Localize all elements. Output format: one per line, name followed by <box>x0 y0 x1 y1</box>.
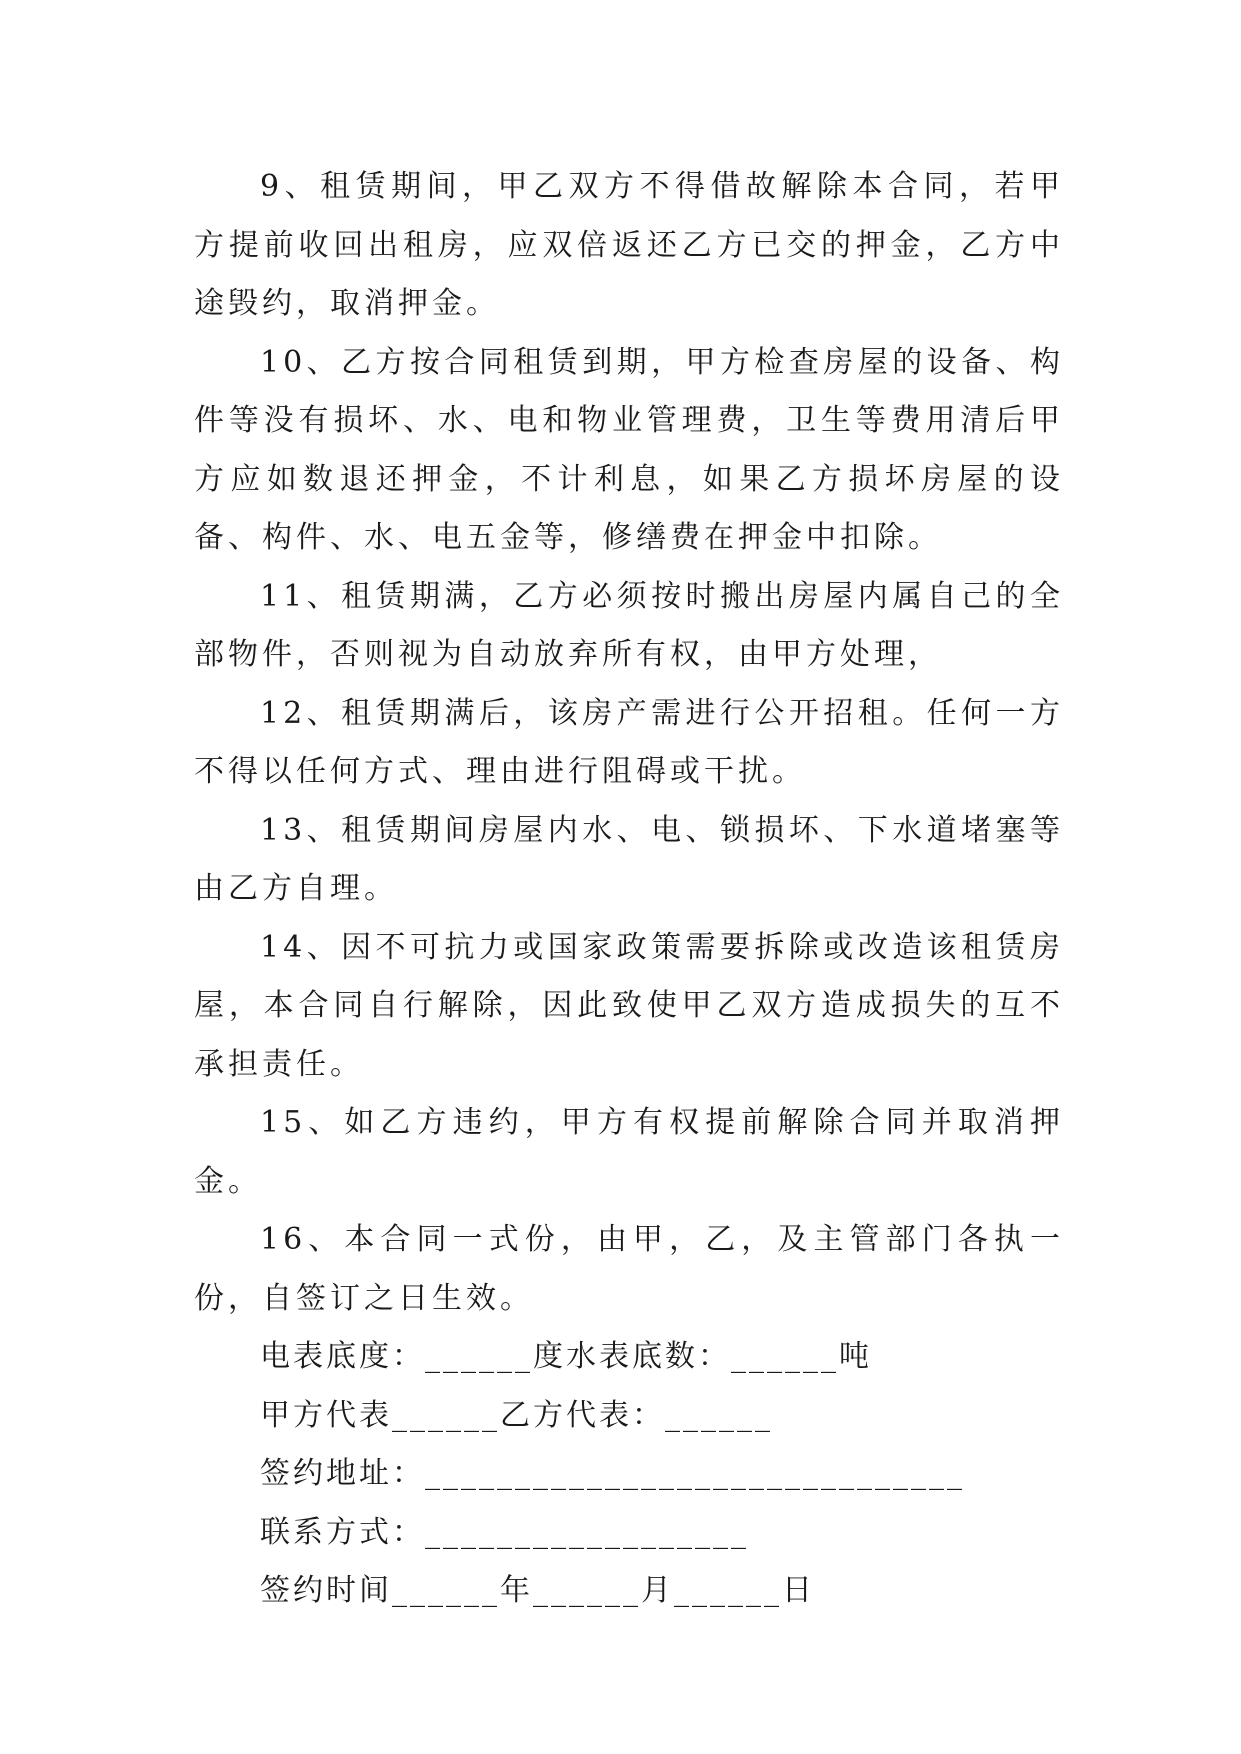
clause-11: 11、租赁期满，乙方必须按时搬出房屋内属自己的全部物件，否则视为自动放弃所有权，由甲方处理， <box>194 578 1064 672</box>
clause-9: 9、租赁期间，甲乙双方不得借故解除本合同，若甲方提前收回出租房，应双倍返还乙方已交的押金，乙方中途毁约，取消押金。 <box>194 169 1064 321</box>
clause-14: 14、因不可抗力或国家政策需要拆除或改造该租赁房屋，本合同自行解除，因此致使甲乙双方造成损失的互不承担责任。 <box>194 929 1064 1082</box>
clause-13: 13、租赁期间房屋内水、电、锁损坏、下水道堵塞等由乙方自理。 <box>194 812 1064 906</box>
representatives-field: 甲方代表______乙方代表：______ <box>260 1397 773 1433</box>
clause-12: 12、租赁期满后，该房产需进行公开招租。任何一方不得以任何方式、理由进行阻碍或干扰。 <box>194 695 1064 789</box>
contact-field: 联系方式：__________________ <box>260 1514 749 1550</box>
signing-address-field: 签约地址：______________________________ <box>260 1456 965 1491</box>
signing-date-field: 签约时间______年______月______日 <box>260 1573 815 1608</box>
document-body <box>194 158 1064 1621</box>
clause-10: 10、乙方按合同租赁到期，甲方检查房屋的设备、构件等没有损坏、水、电和物业管理费，卫生等费用清后甲方应如数退还押金，不计利息，如果乙方损坏房屋的设备、构件、水、电五金等，修缮费在押金中扣除。 <box>194 344 1064 555</box>
clause-15: 15、如乙方违约，甲方有权提前解除合同并取消押金。 <box>194 1105 1064 1199</box>
meter-readings-field: 电表底度：______度水表底数：______吨 <box>260 1339 872 1374</box>
clause-16: 16、本合同一式份，由甲，乙，及主管部门各执一份，自签订之日生效。 <box>194 1222 1064 1316</box>
